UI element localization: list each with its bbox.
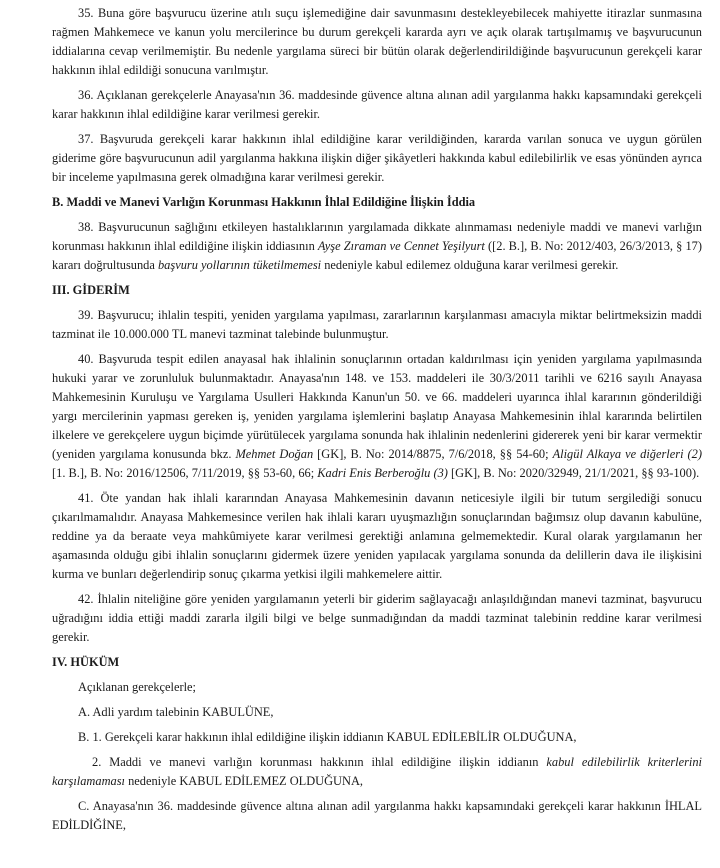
paragraph-41: 41. Öte yandan hak ihlali kararından Anayasa Mahkemesinin davanın neticesiyle ilgili bir tutum sergilediği sonucu çıkarılmamalıdır. Anayasa Mahkemesince verilen hak ihlali kararı uyuşmazlığın sonuçlarından bağımsız olup davanın kabulüne, reddine ya da beraate veya mahkûmiyete karar verilmesi gerektiği anlamına gelmemektedir. Kural olarak yargılamanın her aşamasında olduğu gibi ihlalin sonuçlarını gidermek üzere yeniden yapılacak yargılama sonunda da delillerin dava ile ilişkisini kurma ve bunları değerlendirip sonuç çıkarma yetkisi ilgili mahkemelere aittir. <box>52 491 702 581</box>
case-citation: Aligül Alkaya ve diğerleri (2) <box>552 447 702 461</box>
decision-item-c: C. Anayasa'nın 36. maddesinde güvence altına alınan adil yargılanma hakkı kapsamındaki gerekçeli karar hakkının İHLAL EDİLDİĞİNE, <box>52 799 702 832</box>
paragraph-37: 37. Başvuruda gerekçeli karar hakkının ihlal edildiğine karar verildiğinden, kararda varılan sonuca ve uygun görülen giderime göre başvurucunun adil yargılanma hakkına ilişkin diğer şikâyetleri hakkında kabul edilebilirlik ve esas yönünden ayrıca bir inceleme yapılmasına gerek olmadığına karar verilmesi gerekir. <box>52 132 702 184</box>
decision-item-b1: B. 1. Gerekçeli karar hakkının ihlal edildiğine ilişkin iddianın KABUL EDİLEBİLİR OLDUĞUNA, <box>78 730 577 744</box>
section-heading-b: B. Maddi ve Manevi Varlığın Korunması Hakkının İhlal Edildiğine İlişkin İddia <box>52 195 476 209</box>
case-citation: Mehmet Doğan <box>235 447 314 461</box>
case-citation: Ayşe Zıraman ve Cennet Yeşilyurt <box>317 239 485 253</box>
case-citation: Kadri Enis Berberoğlu (3) <box>317 466 448 480</box>
decision-intro: Açıklanan gerekçelerle; <box>78 680 196 694</box>
paragraph-39: 39. Başvurucu; ihlalin tespiti, yeniden yargılama yapılması, zararlarının karşılanması amacıyla miktar belirtmeksizin maddi tazminat ile 10.000.000 TL manevi tazminat talebinde bulunmuştur. <box>52 308 702 341</box>
paragraph-35: 35. Buna göre başvurucu üzerine atılı suçu işlemediğine dair savunmasını destekleyebilecek mahiyette itirazlar sunmasına rağmen Mahkemece ve kanun yolu mercilerince bu durum gerekçeli kararda ayrı ve açık olarak tartışılmamış ve başvurucunun iddialarına cevap verilmemiştir. Bu nedenle yargılama süreci bir bütün olarak değerlendirildiğinde başvurucunun gerekçeli karar hakkının ihlal edildiği sonucuna varılmıştır. <box>52 6 702 77</box>
paragraph-38: 38. Başvurucunun sağlığını etkileyen hastalıklarının yargılamada dikkate alınmaması nedeniyle maddi ve manevi varlığın korunması hakkının ihlal edildiğine ilişkin iddiasının Ayşe Zıraman ve Cennet Yeşilyurt ([2. B.], B. No: 2012/403, 26/3/2013, § 17) kararı doğrultusunda başvuru yollarının tüketilmemesi nedeniyle kabul edilemez olduğuna karar verilmesi gerekir. <box>52 220 702 272</box>
section-heading-giderim: III. GİDERİM <box>52 283 130 297</box>
decision-item-b2: 2. Maddi ve manevi varlığın korunması hakkının ihlal edildiğine ilişkin iddianın kabul edilebilirlik kriterlerini karşılamaması nedeniyle KABUL EDİLEMEZ OLDUĞUNA, <box>52 755 702 788</box>
inadmissibility-reason: başvuru yollarının tüketilmemesi <box>157 258 322 272</box>
section-heading-hukum: IV. HÜKÜM <box>52 655 120 669</box>
admissibility-criteria: kabul edilebilirlik kriterlerini karşılamaması <box>52 755 702 788</box>
paragraph-42: 42. İhlalin niteliğine göre yeniden yargılamanın yeterli bir giderim sağlayacağı anlaşıldığından manevi tazminat, başvurucu uğradığını iddia ettiği maddi zararla ilgili bilgi ve belge sunmadığından da maddi tazminat talebinin reddine karar verilmesi gerekir. <box>52 592 702 644</box>
paragraph-40: 40. Başvuruda tespit edilen anayasal hak ihlalinin sonuçlarının ortadan kaldırılması için yeniden yargılama yapılmasında hukuki yarar ve zorunluluk bulunmaktadır. Anayasa'nın 148. ve 153. maddeleri ile 30/3/2011 tarihli ve 6216 sayılı Anayasa Mahkemesinin Kuruluşu ve Yargılama Usulleri Hakkında Kanun'un 50. ve 66. maddeleri uyarınca ihlal kararının gönderildiği yargı mercilerinin yapması gereken iş, yeniden yargılama işlemlerini başlatıp Anayasa Mahkemesinin ihlal kararında belirtilen ilkelere ve gerekçelere uygun biçimde yürütülecek yargılama sonunda hak ihlalinin nedenlerini gidererek yeni bir karar vermektir (yeniden yargılama konusunda bkz. Mehmet Doğan [GK], B. No: 2014/8875, 7/6/2018, §§ 54-60; Aligül Alkaya ve diğerleri (2) [1. B.], B. No: 2016/12506, 7/11/2019, §§ 53-60, 66; Kadri Enis Berberoğlu (3) [GK], B. No: 2020/32949, 21/1/2021, §§ 93-100). <box>52 352 702 480</box>
paragraph-36: 36. Açıklanan gerekçelerle Anayasa'nın 36. maddesinde güvence altına alınan adil yargılanma hakkı kapsamındaki gerekçeli karar hakkının ihlal edildiğine karar verilmesi gerekir. <box>52 88 702 121</box>
decision-item-a: A. Adli yardım talebinin KABULÜNE, <box>78 705 274 719</box>
